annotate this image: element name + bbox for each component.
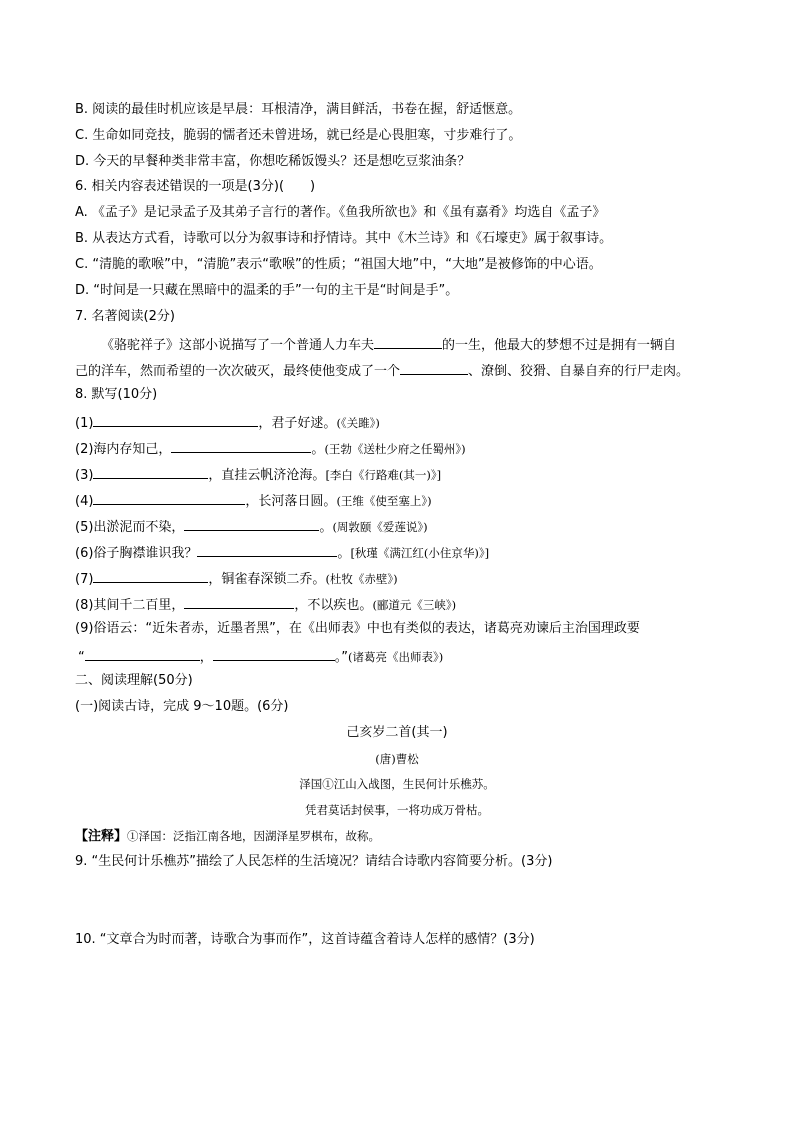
q8-item-7: (7) ，铜雀春深锁二乔。(杜牧《赤壁》) [75, 568, 732, 589]
poem-line-2: 凭君莫话封侯事，一将功成万骨枯。 [305, 803, 489, 817]
q5-option-d: D. 今天的早餐种类非常丰富，你想吃稀饭馒头？还是想吃豆浆油条？ [75, 154, 471, 169]
q8-item-8: (8)其间千二百里， ，不以疾也。(郦道元《三峡》) [75, 594, 732, 615]
poem-author: (唐)曹松 [375, 752, 419, 766]
answer-blank[interactable] [197, 542, 337, 557]
q7-stem: 7. 名著阅读(2分) [75, 309, 175, 324]
q8-item-2: (2)海内存知己， 。(王勃《送杜少府之任蜀州》) [75, 438, 732, 459]
q8-item-5: (5)出淤泥而不染， 。(周敦颐《爱莲说》) [75, 516, 732, 537]
answer-blank[interactable] [184, 516, 319, 531]
q8-item-9: (9)俗语云：“近朱者赤，近墨者黑”，在《出师表》中也有类似的表达，诸葛亮劝谏后主治国理政要 [75, 621, 640, 636]
q8-stem: 8. 默写(10分) [75, 387, 158, 402]
q10-stem: 10. “文章合为时而著，诗歌合为事而作”，这首诗蕴含着诗人怎样的感情？(3分) [75, 932, 535, 947]
answer-blank[interactable] [374, 334, 442, 349]
answer-blank[interactable] [213, 646, 335, 661]
answer-blank[interactable] [184, 594, 294, 609]
answer-blank[interactable] [93, 568, 208, 583]
q7-paragraph-line1: 《骆驼祥子》这部小说描写了一个普通人力车夫 的一生，他最大的梦想不过是拥有一辆自 [101, 334, 732, 355]
answer-blank[interactable] [93, 464, 208, 479]
answer-blank[interactable] [93, 490, 245, 505]
answer-blank[interactable] [85, 646, 200, 661]
answer-blank[interactable] [400, 360, 468, 375]
poem-title: 己亥岁二首(其一) [346, 725, 448, 740]
q6-option-d: D. “时间是一只藏在黑暗中的温柔的手”一句的主干是“时间是手”。 [75, 283, 459, 298]
answer-blank[interactable] [171, 438, 311, 453]
q9-stem: 9. “生民何计乐樵苏”描绘了人民怎样的生活境况？请结合诗歌内容简要分析。(3分) [75, 854, 553, 869]
q5-option-b: B. 阅读的最佳时机应该是早晨：耳根清净，满目鲜活，书卷在握，舒适惬意。 [75, 102, 522, 117]
answer-blank[interactable] [93, 412, 258, 427]
poem-note: 【注释】①泽国：泛指江南各地，因湖泽星罗棋布，故称。 [75, 829, 381, 844]
q8-item-9-answer: “ ， 。”(诸葛亮《出师表》) [78, 646, 732, 667]
q8-item-6: (6)俗子胸襟谁识我？ 。[秋瑾《满江红(小住京华)》] [75, 542, 732, 563]
poem-line-1: 泽国①江山入战图，生民何计乐樵苏。 [299, 777, 495, 791]
q5-option-c: C. 生命如同竞技，脆弱的懦者还未曾进场，就已经是心畏胆寒，寸步难行了。 [75, 128, 522, 143]
q7-paragraph-line2: 己的洋车，然而希望的一次次破灭，最终使他变成了一个 、潦倒、狡猾、自暴自弃的行尸走肉。 [75, 360, 732, 381]
q6-option-c: C. “清脆的歌喉”中，“清脆”表示“歌喉”的性质；“祖国大地”中，“大地”是被修饰的中心语。 [75, 257, 602, 272]
q8-item-1: (1) ，君子好逑。(《关雎》) [75, 412, 732, 433]
q6-stem: 6. 相关内容表述错误的一项是(3分)( ) [75, 179, 316, 194]
q6-option-b: B. 从表达方式看，诗歌可以分为叙事诗和抒情诗。其中《木兰诗》和《石壕吏》属于叙事诗。 [75, 231, 613, 246]
section-2-subtitle: (一)阅读古诗，完成 9～10题。(6分) [75, 699, 289, 714]
section-2-title: 二、阅读理解(50分) [75, 673, 193, 688]
q8-item-3: (3) ，直挂云帆济沧海。[李白《行路难(其一)》] [75, 464, 732, 485]
q6-option-a: A. 《孟子》是记录孟子及其弟子言行的著作。《鱼我所欲也》和《虽有嘉肴》均选自《孟子》 [75, 205, 606, 220]
q8-item-4: (4) ，长河落日圆。(王维《使至塞上》) [75, 490, 732, 511]
